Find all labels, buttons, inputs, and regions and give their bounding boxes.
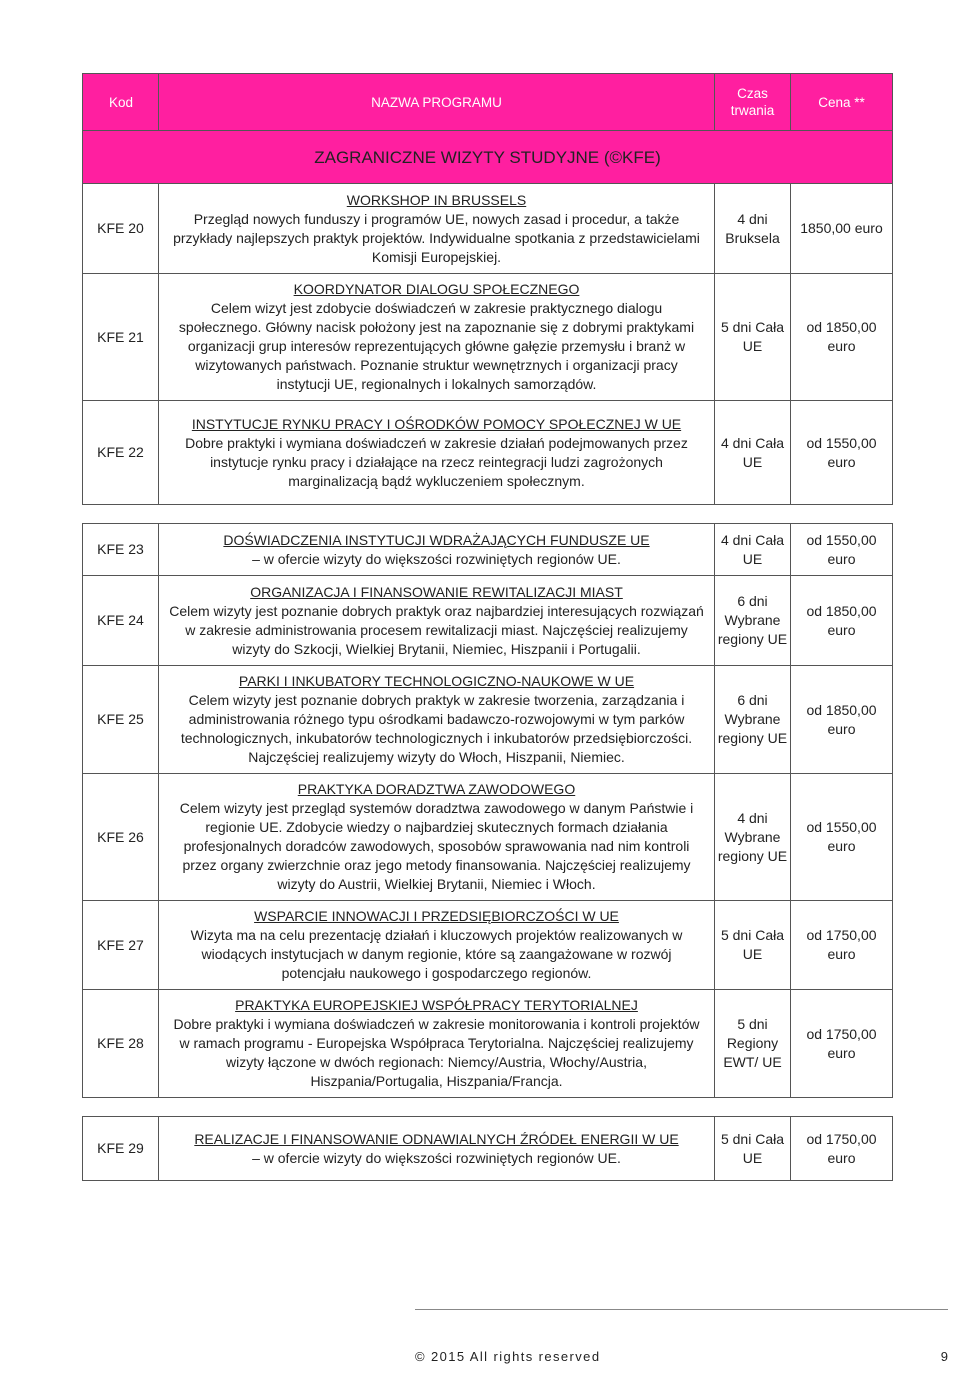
footer-rule <box>415 1309 948 1310</box>
row-title: INSTYTUCJE RYNKU PRACY I OŚRODKÓW POMOCY SPOŁECZNEJ W UE <box>191 415 682 432</box>
row-price: od 1550,00 euro <box>791 774 893 901</box>
row-program <box>159 990 715 1098</box>
row-time: 5 dni Regiony EWT/ UE <box>715 990 791 1098</box>
table-row <box>83 901 893 990</box>
table-row <box>83 524 893 576</box>
row-program <box>159 184 715 274</box>
row-time: 4 dni Cała UE <box>715 401 791 505</box>
row-desc: – w ofercie wizyty do większości rozwiniętych regionów UE. <box>252 550 621 567</box>
row-desc: Celem wizyty jest poznanie dobrych praktyk oraz najbardziej interesujących rozwiązań w zakresie administrowania procesem rewitalizacji miast. Najczęściej realizujemy wizyty do Szkocji, Wielkiej Brytanii, Niemiec, Hiszpanii i Portugalii. <box>169 602 704 657</box>
row-desc: Dobre praktyki i wymiana doświadczeń w zakresie monitorowania i kontroli projektów w ramach programu - Europejska Współpraca Terytorialna. Najczęściej realizujemy wizyty łączone w dwóch regionach: Niemcy/Austria, Włochy/Austria, Hiszpania/Portugalia, Hiszpania/Francja. <box>173 1016 700 1089</box>
row-time: 6 dni Wybrane regiony UE <box>715 576 791 666</box>
row-program <box>159 576 715 666</box>
row-title: KOORDYNATOR DIALOGU SPOŁECZNEGO <box>293 281 580 297</box>
row-code: KFE 26 <box>83 774 159 901</box>
row-title: PRAKTYKA EUROPEJSKIEJ WSPÓŁPRACY TERYTORIALNEJ <box>235 997 638 1013</box>
row-desc: Celem wizyt jest zdobycie doświadczeń w zakresie praktycznego dialogu społecznego. Główny nacisk położony jest na zapoznanie się z dobrymi praktykami organizacji grup interesów reprezentujących główne gałęzie przemysłu i branż w wizytowanych państwach. Poznanie struktur wewnętrznych i organizacji pracy instytucji UE, regionalnych i lokalnych samorządów. <box>178 300 695 392</box>
row-title: WSPARCIE INNOWACJI I PRZEDSIĘBIORCZOŚCI W UE <box>254 908 619 924</box>
row-code: KFE 22 <box>83 401 159 505</box>
row-time: 5 dni Cała UE <box>715 1117 791 1181</box>
row-time: 5 dni Cała UE <box>715 274 791 401</box>
table-row <box>83 401 893 505</box>
row-program <box>159 524 715 576</box>
section-title: ZAGRANICZNE WIZYTY STUDYJNE (©KFE) <box>83 131 893 184</box>
row-price: od 1550,00 euro <box>791 401 893 505</box>
row-code: KFE 27 <box>83 901 159 990</box>
row-title: WORKSHOP IN BRUSSELS <box>346 191 527 208</box>
row-code: KFE 21 <box>83 274 159 401</box>
row-price: od 1850,00 euro <box>791 666 893 774</box>
row-time: 6 dni Wybrane regiony UE <box>715 666 791 774</box>
header-czas: Czas trwania <box>715 74 791 131</box>
row-program <box>159 901 715 990</box>
row-program <box>159 274 715 401</box>
row-price: od 1850,00 euro <box>791 274 893 401</box>
row-price: 1850,00 euro <box>791 184 893 274</box>
row-code: KFE 24 <box>83 576 159 666</box>
row-price: od 1750,00 euro <box>791 990 893 1098</box>
table-row <box>83 990 893 1098</box>
page-footer <box>82 1349 948 1363</box>
row-title: ORGANIZACJA I FINANSOWANIE REWITALIZACJI MIAST <box>250 583 623 600</box>
row-desc: – w ofercie wizyty do większości rozwiniętych regionów UE. <box>252 1149 621 1166</box>
program-sheet <box>82 73 892 1181</box>
row-code: KFE 20 <box>83 184 159 274</box>
table-row <box>83 274 893 401</box>
page-number: 9 <box>940 1349 948 1364</box>
table-header-row <box>83 74 893 131</box>
row-title: PRAKTYKA DORADZTWA ZAWODOWEGO <box>297 781 576 797</box>
row-desc: Wizyta ma na celu prezentację działań i kluczowych projektów realizowanych w wiodących instytucjach w danym regionie, które są zaangażowane w rozwój potencjału naukowego i gospodarczego regionów. <box>190 927 683 981</box>
row-desc: Celem wizyty jest poznanie dobrych praktyk w zakresie tworzenia, zarządzania i administrowania różnego typu ośrodkami badawczo-rozwojowymi w tym parków technologicznych, inkubatorów technologicznych i inkubatorów przedsiębiorczości. Najczęściej realizujemy wizyty do Włoch, Hiszpanii, Niemiec. <box>180 692 693 765</box>
row-time: 4 dni Wybrane regiony UE <box>715 774 791 901</box>
copyright-text: © 2015 All rights reserved <box>415 1349 601 1364</box>
header-kod: Kod <box>83 74 159 131</box>
row-time: 4 dni Cała UE <box>715 524 791 576</box>
header-nazwa: NAZWA PROGRAMU <box>159 74 715 131</box>
row-time: 4 dni Bruksela <box>715 184 791 274</box>
row-desc: Przegląd nowych funduszy i programów UE, nowych zasad i procedur, a także przykłady najlepszych praktyk projektów. Indywidualne spotkania z przedstawicielami Komisji Europejskiej. <box>173 210 700 265</box>
table-row <box>83 666 893 774</box>
row-desc: Celem wizyty jest przegląd systemów doradztwa zawodowego w danym Państwie i regionie UE. Zdobycie wiedzy o najbardziej skutecznych formach działania profesjonalnych doradców zawodowych, sposobów sprawowania nad nim kontroli przez organy zwierzchnie oraz jego metody finansowania. Najczęściej realizujemy wizyty do Austrii, Wielkiej Brytanii, Niemiec i Włoch. <box>179 800 694 892</box>
row-program <box>159 666 715 774</box>
table-row <box>83 184 893 274</box>
row-price: od 1750,00 euro <box>791 1117 893 1181</box>
row-program <box>159 401 715 505</box>
row-code: KFE 29 <box>83 1117 159 1181</box>
row-program <box>159 1117 715 1181</box>
table-row <box>83 576 893 666</box>
table-row <box>83 1117 893 1181</box>
row-time: 5 dni Cała UE <box>715 901 791 990</box>
section-row <box>83 131 893 184</box>
row-gap <box>83 1098 893 1117</box>
row-price: od 1550,00 euro <box>791 524 893 576</box>
program-table <box>82 73 893 1181</box>
header-cena: Cena ** <box>791 74 893 131</box>
row-program <box>159 774 715 901</box>
row-gap <box>83 505 893 524</box>
row-title: DOŚWIADCZENIA INSTYTUCJI WDRAŻAJĄCYCH FUNDUSZE UE <box>223 531 650 548</box>
row-code: KFE 28 <box>83 990 159 1098</box>
table-row <box>83 774 893 901</box>
row-price: od 1750,00 euro <box>791 901 893 990</box>
row-title: PARKI I INKUBATORY TECHNOLOGICZNO-NAUKOWE W UE <box>238 673 635 689</box>
row-code: KFE 25 <box>83 666 159 774</box>
row-title: REALIZACJE I FINANSOWANIE ODNAWIALNYCH ŹRÓDEŁ ENERGII W UE <box>194 1130 679 1147</box>
row-code: KFE 23 <box>83 524 159 576</box>
row-desc: Dobre praktyki i wymiana doświadczeń w zakresie działań podejmowanych przez instytucje rynku pracy i działające na rzecz reintegracji ludzi zagrożonych marginalizacją bądź wykluczeniem społecznym. <box>185 434 688 489</box>
row-price: od 1850,00 euro <box>791 576 893 666</box>
